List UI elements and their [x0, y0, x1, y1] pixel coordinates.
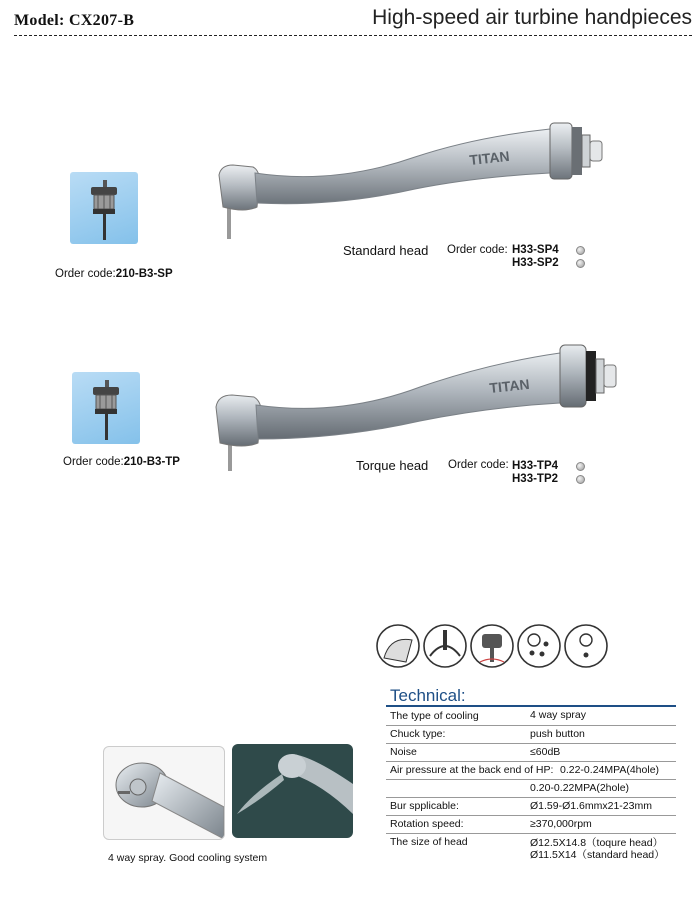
head-type-label: Torque head [356, 458, 429, 473]
spec-value: Ø1.59-Ø1.6mmx21-23mm [530, 800, 652, 812]
turbine-order-value: 210-B3-TP [123, 456, 180, 468]
spec-row [386, 780, 676, 798]
spec-row [386, 798, 676, 816]
spec-row [386, 834, 676, 860]
spray-action-photo [232, 744, 353, 838]
order-code-label: Order code: [448, 459, 509, 471]
bur-icon [227, 207, 231, 239]
handpiece-head-icon [104, 747, 224, 839]
turbine-cartridge-icon [72, 372, 140, 444]
turbine-order-value: 210-B3-SP [115, 268, 173, 280]
spec-name: Noise [390, 746, 417, 758]
turbine-cartridge-image [72, 372, 140, 444]
spec-value: Ø12.5X14.8（toqure head） [530, 837, 664, 849]
brand-logo: TITAN [468, 147, 511, 168]
handpiece-standard-image [215, 115, 615, 245]
turbine-order-label: Order code: [55, 268, 116, 280]
spec-name: The type of cooling [390, 710, 479, 722]
spec-row [386, 726, 676, 744]
turbine-order-label: Order code: [63, 456, 124, 468]
spec-value: push button [530, 728, 585, 740]
push-button-chuck-icon [424, 625, 466, 667]
turbine-order-code [55, 268, 173, 280]
spec-value: ≥370,000rpm [530, 818, 592, 830]
spec-value: 0.22-0.24MPA(4hole) [560, 764, 660, 776]
page-title: High-speed air turbine handpieces [372, 6, 692, 29]
order-code-2hole: H33-SP2 [512, 257, 559, 269]
feature-icons-row [376, 622, 626, 670]
order-code-2hole: H33-TP2 [512, 473, 559, 485]
four-hole-icon [576, 462, 585, 471]
spec-name: Rotation speed: [390, 818, 464, 830]
spec-name: The size of head [390, 836, 468, 848]
brand-logo: TITAN [488, 375, 531, 396]
head-type-label: Standard head [343, 243, 429, 258]
two-hole-connector-icon [565, 625, 607, 667]
header-divider [14, 35, 692, 36]
spec-row [386, 762, 676, 780]
spec-value: 0.20-0.22MPA(2hole) [530, 782, 630, 794]
order-code-4hole: H33-SP4 [512, 244, 559, 256]
water-spray-icon [232, 744, 353, 838]
bur-icon [228, 443, 232, 471]
spec-value: Ø11.5X14（standard head） [530, 849, 665, 861]
turbine-cartridge-image [70, 172, 138, 244]
technical-heading: Technical: [390, 686, 466, 705]
spray-turbine-icon [471, 625, 513, 667]
model-number: Model: CX207-B [14, 12, 135, 29]
spec-row [386, 816, 676, 834]
turbine-order-code [63, 456, 180, 468]
ceramic-bearing-icon [377, 625, 419, 667]
spec-value: 4 way spray [530, 709, 587, 721]
spec-row [386, 744, 676, 762]
turbine-cartridge-icon [70, 172, 138, 244]
four-hole-icon [576, 246, 585, 255]
spec-name: Air pressure at the back end of HP: [390, 764, 554, 776]
spec-value: ≤60dB [530, 746, 561, 758]
spray-caption: 4 way spray. Good cooling system [108, 852, 268, 864]
two-hole-icon [576, 259, 585, 268]
spray-head-photo [103, 746, 225, 840]
spec-row [386, 708, 676, 726]
four-hole-connector-icon [518, 625, 560, 667]
spec-name: Bur spplicable: [390, 800, 459, 812]
two-hole-icon [576, 475, 585, 484]
spec-name: Chuck type: [390, 728, 446, 740]
handpiece-torque-image [210, 335, 620, 475]
technical-heading-rule [386, 705, 676, 707]
order-code-4hole: H33-TP4 [512, 460, 559, 472]
order-code-label: Order code: [447, 244, 508, 256]
